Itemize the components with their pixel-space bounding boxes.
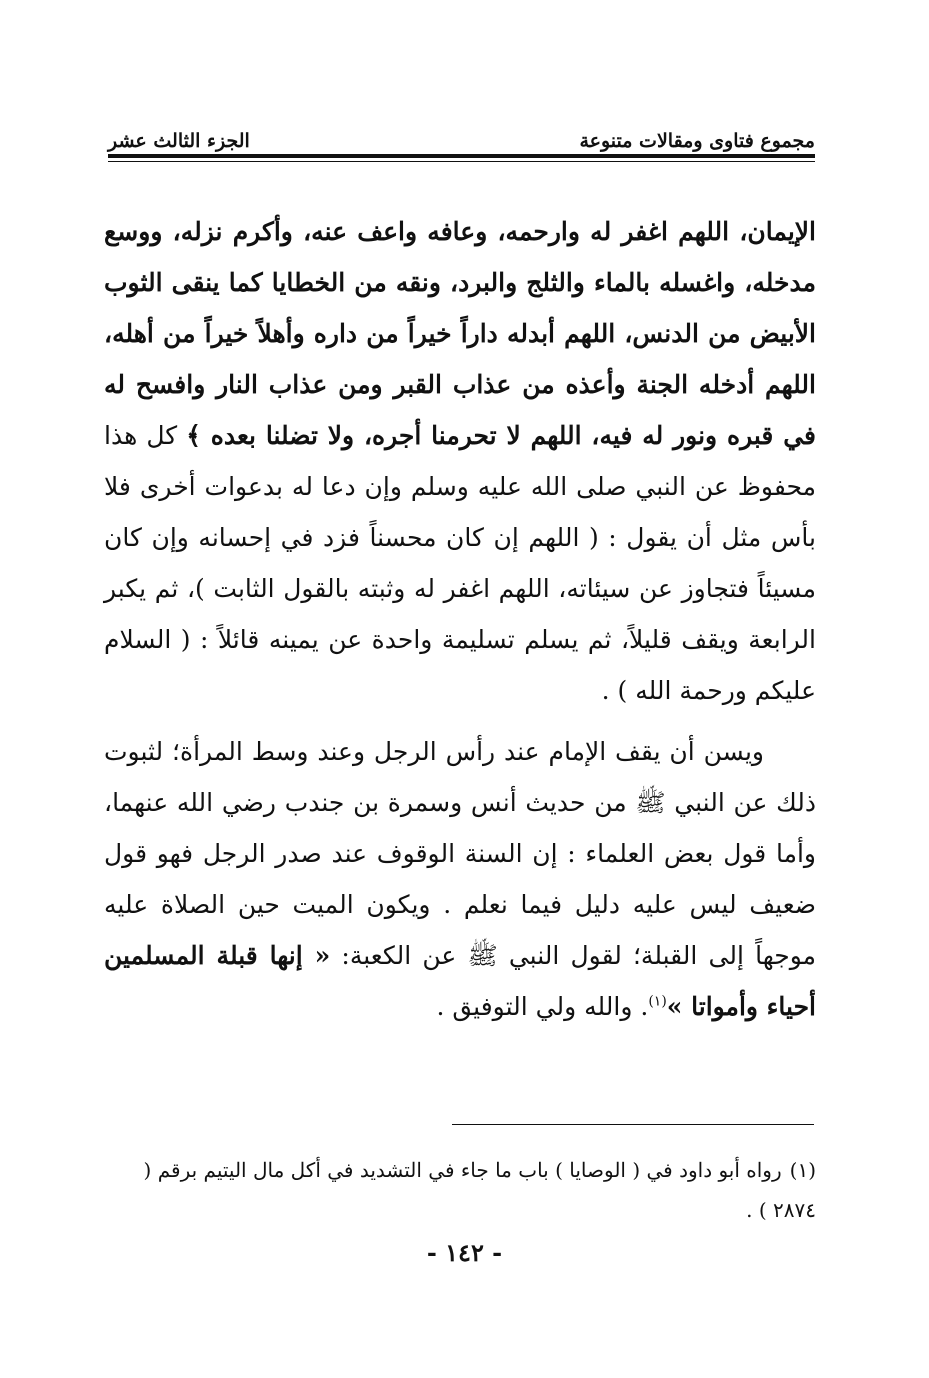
paragraph-2 (104, 726, 816, 1032)
paragraph-2-closing: . والله ولي التوفيق . (436, 992, 649, 1021)
header-rule-thick (108, 154, 815, 158)
paragraph-1-continuation: كل هذا محفوظ عن النبي صلى الله عليه وسلم وإن دعا له بدعوات أخرى فلا بأس مثل أن يقول : ( اللهم إن كان محسناً فزد في إحسانه وإن كان مسيئاً فتجاوز عن سيئاته، اللهم اغفر له وثبته بالقول الثابت )، ثم يكبر الرابعة ويقف قليلاً، ثم يسلم تسليمة واحدة عن يمينه قائلاً : ( السلام عليكم ورحمة الله ) . (104, 421, 816, 705)
paragraph-1 (104, 206, 816, 716)
paragraph-2-text: ويسن أن يقف الإمام عند رأس الرجل وعند وسط المرأة؛ لثبوت ذلك عن النبي ﷺ من حديث أنس وسمرة بن جندب رضي الله عنهما، وأما قول بعض العلماء : إن السنة الوقوف عند صدر الرجل فهو قول ضعيف ليس عليه دليل فيما نعلم . ويكون الميت حين الصلاة عليه موجهاً إلى القبلة؛ لقول النبي ﷺ عن الكعبة: (104, 737, 816, 970)
book-title: مجموع فتاوى ومقالات متنوعة (579, 130, 815, 152)
dua-text: الإيمان، اللهم اغفر له وارحمه، وعافه واعف عنه، وأكرم نزله، ووسع مدخله، واغسله بالماء والثلج والبرد، ونقه من الخطايا كما ينقى الثوب الأبيض من الدنس، اللهم أبدله داراً خيراً من داره وأهلاً خيراً من أهله، اللهم أدخله الجنة وأعذه من عذاب القبر ومن عذاب النار وافسح له في قبره ونور له فيه، اللهم لا تحرمنا أجره، ولا تضلنا بعده ﴾ (104, 217, 817, 450)
header-rule-thin (108, 161, 815, 162)
footnote-text: رواه أبو داود في ( الوصايا ) باب ما جاء في التشديد في أكل مال اليتيم برقم ( ٢٨٧٤ ) . (143, 1158, 816, 1222)
volume-label: الجزء الثالث عشر (108, 130, 250, 152)
main-text (104, 206, 816, 1032)
footnote (104, 1150, 816, 1230)
running-header (108, 122, 815, 152)
footnote-number: (١) (789, 1158, 816, 1182)
page-number: - ١٤٢ - (426, 1238, 503, 1267)
footnote-marker[interactable]: (١) (648, 993, 667, 1010)
footnote-separator (452, 1124, 814, 1125)
hadith-quote: « إنها قبلة المسلمين أحياء وأمواتا » (104, 941, 816, 1021)
